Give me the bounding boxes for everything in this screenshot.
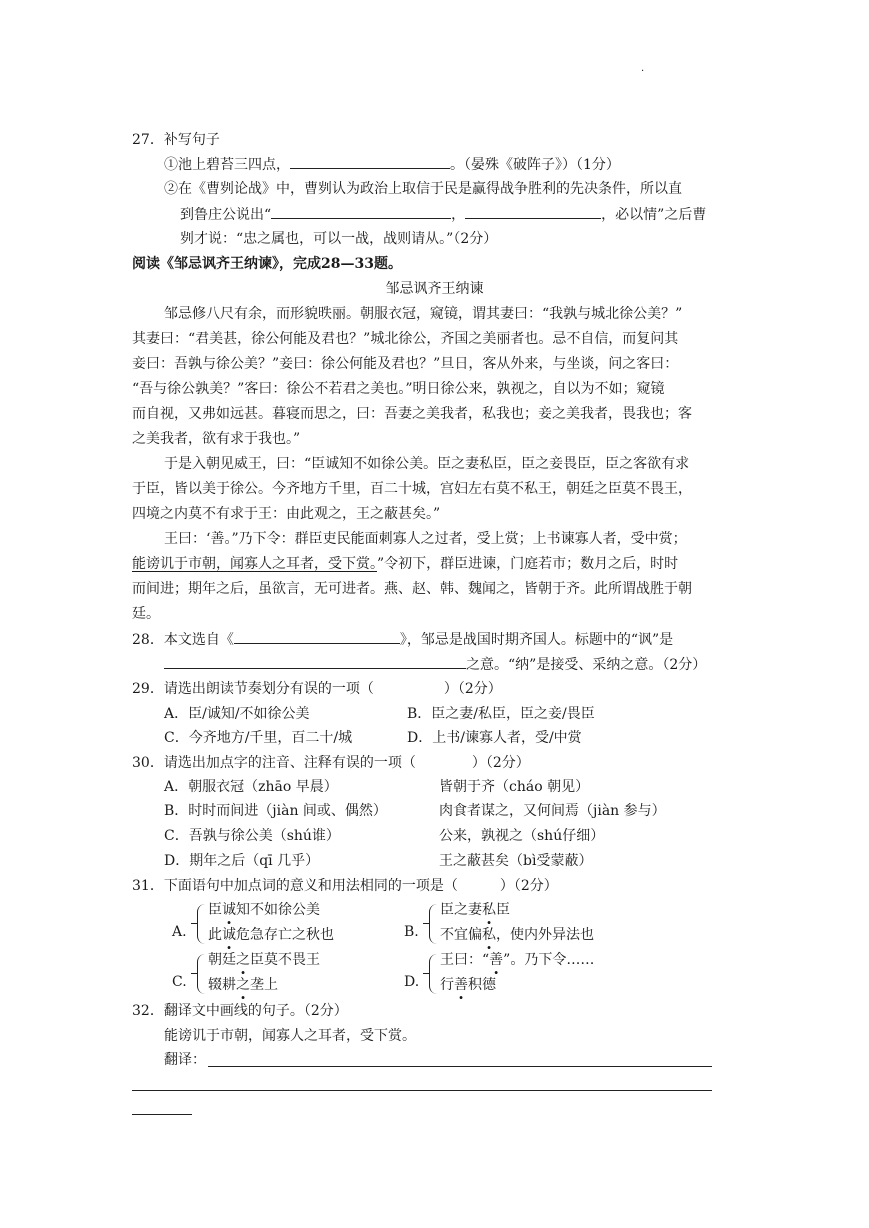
emphasized-char: 诚 bbox=[222, 902, 236, 918]
passage-line bbox=[132, 554, 678, 574]
q30-option-b2: 肉食者谋之，又何间焉（jiàn 参与） bbox=[439, 803, 666, 819]
passage-line: 其妻曰：“君美甚，徐公何能及君也？”城北徐公，齐国之美丽者也。忌不自信，而复问其 bbox=[132, 331, 679, 347]
q30-option-a2: 皆朝于齐（cháo 朝见） bbox=[439, 779, 590, 795]
brace-icon bbox=[197, 954, 208, 994]
q27-line1 bbox=[164, 154, 620, 174]
passage-line-rest: ”令初下，群臣进谏，门庭若市；数月之后，时时 bbox=[377, 556, 679, 572]
q31-stem: 31．下面语句中加点词的意义和用法相同的一项是（ ）（2分） bbox=[132, 878, 558, 894]
passage-line: 廷。 bbox=[132, 606, 160, 622]
passage-title: 邹忌讽齐王纳谏 bbox=[385, 281, 484, 297]
q31-option-c-line1: 朝廷之臣莫不畏王 bbox=[208, 952, 320, 968]
q28-middle: 》，邹忌是战国时期齐国人。标题中的“讽”是 bbox=[399, 632, 674, 648]
q30-option-c2: 公来，孰视之（shú仔细） bbox=[439, 828, 605, 844]
q29-option-a[interactable]: A．臣/诚知/不如徐公美 bbox=[164, 706, 310, 722]
answer-line[interactable] bbox=[132, 1114, 192, 1115]
passage-line: “吾与徐公孰美？”客曰：徐公不若君之美也。”明日徐公来，孰视之，自以为不如；窥镜 bbox=[132, 381, 665, 397]
q30-stem: 30．请选出加点字的注音、注释有误的一项（ ）（2分） bbox=[132, 755, 530, 771]
q28-line2 bbox=[164, 654, 706, 674]
passage-line: 邹忌修八尺有余，而形貌昳丽。朝服衣冠，窥镜，谓其妻曰：“我孰与城北徐公美？” bbox=[164, 306, 683, 322]
q31-option-b-label[interactable]: B. bbox=[404, 924, 419, 940]
emphasized-char: 私 bbox=[482, 927, 496, 943]
emphasized-char: 善 bbox=[454, 977, 468, 993]
emphasized-char: 之 bbox=[236, 977, 250, 993]
emphasized-char: 私 bbox=[482, 902, 496, 918]
q27-line3-suffix: ，必以情”之后曹 bbox=[601, 207, 707, 223]
brace-icon bbox=[429, 904, 440, 944]
q31-option-d-line1: 王曰：“善”。乃下令…… bbox=[440, 952, 595, 968]
passage-line: 于臣，皆以美于徐公。今齐地方千里，百二十城，宫妇左右莫不私王，朝廷之臣莫不畏王， bbox=[132, 481, 692, 497]
q31-option-c-line2: 辍耕之垄上 bbox=[208, 977, 278, 993]
passage-line: 而自视，又弗如远甚。暮寝而思之，曰：吾妻之美我者，私我也；妾之美我者，畏我也；客 bbox=[132, 406, 692, 422]
q29-option-d[interactable]: D．上书/谏寡人者，受/中赏 bbox=[407, 730, 582, 746]
q31-option-a-line1: 臣诚知不如徐公美 bbox=[208, 902, 320, 918]
q28-line1 bbox=[132, 629, 673, 649]
q31-option-a-label[interactable]: A. bbox=[172, 924, 187, 940]
q31-option-b-line2: 不宜偏私，使内外异法也 bbox=[440, 927, 594, 943]
passage-line: 于是入朝见威王，曰：“臣诚知不如徐公美。臣之妻私臣，臣之妾畏臣，臣之客欲有求 bbox=[164, 456, 690, 472]
q30-option-b1[interactable]: B．时时而间进（jiàn 间或、偶然） bbox=[164, 803, 387, 819]
q32-translation-label: 翻译： bbox=[164, 1052, 206, 1068]
passage-line: 四境之内莫不有求于王：由此观之，王之蔽甚矣。” bbox=[132, 506, 441, 522]
q27-line3-prefix: 到鲁庄公说出“ bbox=[180, 207, 272, 223]
q31-option-d-label[interactable]: D. bbox=[404, 974, 420, 990]
answer-blank[interactable] bbox=[164, 654, 466, 669]
passage-line: 之美我者，欲有求于我也。” bbox=[132, 431, 301, 447]
answer-line[interactable] bbox=[208, 1066, 712, 1067]
header-mark: · bbox=[641, 66, 645, 77]
q32-sentence: 能谤讥于市朝，闻寡人之耳者，受下赏。 bbox=[164, 1028, 416, 1044]
q27-line3 bbox=[180, 204, 706, 224]
q30-option-a1[interactable]: A．朝服衣冠（zhāo 早晨） bbox=[164, 779, 338, 795]
answer-blank[interactable] bbox=[465, 204, 601, 219]
passage-line: 王曰：‘善。”乃下令：群臣吏民能面刺寡人之过者，受上赏；上书谏寡人者，受中赏； bbox=[164, 531, 687, 547]
answer-blank[interactable] bbox=[234, 629, 400, 644]
q31-option-d-line2: 行善积德 bbox=[440, 977, 496, 993]
answer-blank[interactable] bbox=[271, 204, 451, 219]
emphasized-char: 善 bbox=[489, 952, 504, 968]
q27-title: 27．补写句子 bbox=[132, 132, 220, 148]
emphasized-char: 之 bbox=[236, 952, 250, 968]
answer-blank[interactable] bbox=[290, 154, 450, 169]
answer-line[interactable] bbox=[132, 1090, 712, 1091]
brace-icon bbox=[429, 954, 440, 994]
q30-option-c1[interactable]: C．吾孰与徐公美（shú谁） bbox=[164, 828, 340, 844]
q31-option-a-line2: 此诚危急存亡之秋也 bbox=[208, 927, 334, 943]
q29-option-c[interactable]: C．今齐地方/千里，百二十/城 bbox=[164, 730, 353, 746]
brace-icon bbox=[197, 904, 208, 944]
q30-option-d2: 王之蔽甚矣（bì受蒙蔽） bbox=[439, 853, 593, 869]
q29-option-b[interactable]: B．臣之妻/私臣，臣之妾/畏臣 bbox=[407, 706, 595, 722]
q27-line4: 刿才说：“忠之属也，可以一战，战则请从。”（2分） bbox=[180, 231, 498, 247]
q27-line1-suffix: 。（晏殊《破阵子》）（1分） bbox=[450, 157, 620, 173]
q31-option-c-label[interactable]: C. bbox=[172, 974, 187, 990]
reading-intro: 阅读《邹忌讽齐王纳谏》，完成28—33题。 bbox=[132, 256, 402, 272]
q27-line3-comma: ， bbox=[451, 207, 466, 223]
emphasized-char: 诚 bbox=[222, 927, 236, 943]
q31-option-b-line1: 臣之妻私臣 bbox=[440, 902, 510, 918]
q30-option-d1[interactable]: D．期年之后（qī 几乎） bbox=[164, 853, 320, 869]
q32-stem: 32．翻译文中画线的句子。（2分） bbox=[132, 1003, 348, 1019]
underlined-sentence: 能谤讥于市朝，闻寡人之耳者，受下赏。 bbox=[132, 556, 377, 572]
q28-suffix: 之意。“纳”是接受、采纳之意。（2分） bbox=[466, 657, 707, 673]
q29-stem: 29．请选出朗读节奏划分有误的一项（ ）（2分） bbox=[132, 681, 502, 697]
passage-line: 而间进；期年之后，虽欲言，无可进者。燕、赵、韩、魏闻之，皆朝于齐。此所谓战胜于朝 bbox=[132, 581, 692, 597]
q27-line2: ②在《曹刿论战》中，曹刿认为政治上取信于民是赢得战争胜利的先决条件，所以直 bbox=[164, 181, 682, 197]
q27-line1-prefix: ①池上碧苔三四点， bbox=[164, 157, 290, 173]
passage-line: 妾曰：吾孰与徐公美？”妾曰：徐公何能及君也？”旦日，客从外来，与坐谈，问之客曰： bbox=[132, 356, 679, 372]
q28-prefix: 28．本文选自《 bbox=[132, 632, 234, 648]
